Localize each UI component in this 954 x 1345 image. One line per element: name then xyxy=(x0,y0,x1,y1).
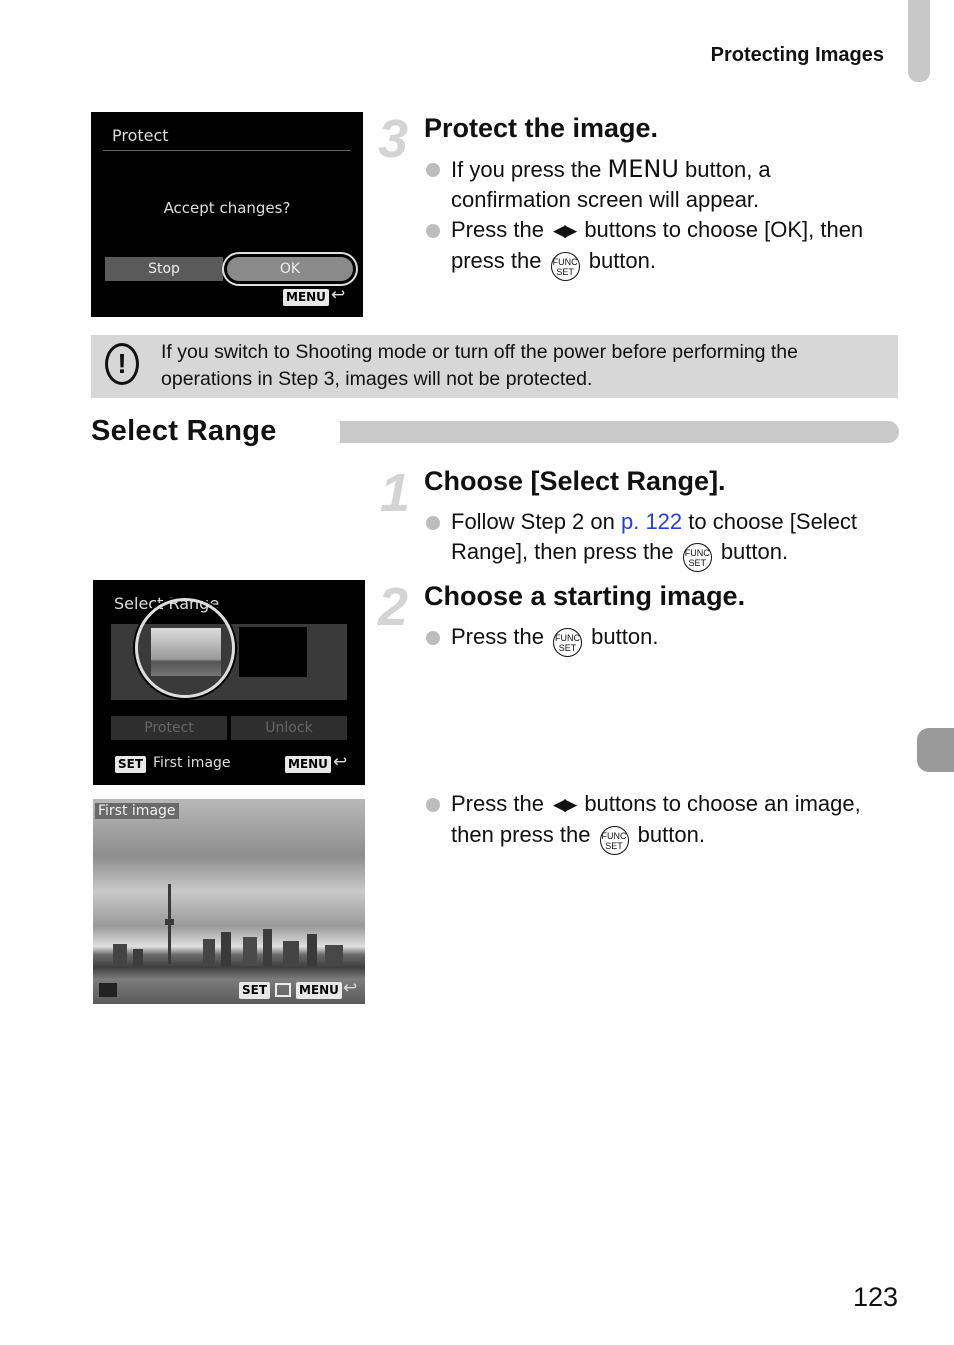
scroll-icon xyxy=(275,983,291,997)
stop-button[interactable]: Stop xyxy=(105,257,223,281)
step-title: Protect the image. xyxy=(424,113,659,143)
bullet: Press the ◀▶ buttons to choose an image, then press the FUNC SET button. xyxy=(426,789,896,855)
step-number: 2 xyxy=(378,577,409,637)
left-right-arrows-icon: ◀▶ xyxy=(553,221,576,240)
back-icon: ↩ xyxy=(333,752,348,772)
set-hint-label: First image xyxy=(153,755,231,771)
thumbnail-last-empty xyxy=(239,627,307,677)
bullet-dot xyxy=(426,798,440,812)
menu-chip: MENU xyxy=(285,756,331,773)
screen-divider xyxy=(103,150,351,151)
step-number: 3 xyxy=(378,109,409,169)
bullet: Follow Step 2 on p. 122 to choose [Select Range], then press the FUNC SET button. xyxy=(426,507,896,572)
left-right-arrows-icon: ◀▶ xyxy=(553,795,576,814)
caution-box xyxy=(91,335,898,398)
header-tab-marker xyxy=(908,0,930,82)
ok-button[interactable]: OK xyxy=(227,257,353,281)
step-number: 1 xyxy=(380,463,411,523)
bullet-dot xyxy=(426,163,440,177)
bullet-dot xyxy=(426,224,440,238)
page-number: 123 xyxy=(852,1282,898,1312)
page-link[interactable]: p. 122 xyxy=(620,509,683,534)
protect-confirm-screen xyxy=(91,112,363,317)
func-set-icon: FUNC SET xyxy=(553,628,582,657)
step-title: Choose [Select Range]. xyxy=(424,466,726,496)
func-set-icon: FUNC SET xyxy=(551,252,580,281)
select-range-screen xyxy=(93,580,365,785)
back-icon: ↩ xyxy=(331,285,346,305)
screen-title: Protect xyxy=(112,126,169,145)
bullet: Press the ◀▶ buttons to choose [OK], then press the FUNC SET button. xyxy=(426,215,896,281)
section-heading: Select Range xyxy=(91,415,277,447)
protect-option[interactable]: Protect xyxy=(111,716,227,740)
func-set-icon: FUNC SET xyxy=(683,543,712,572)
image-size-icon xyxy=(99,983,117,997)
menu-chip: MENU xyxy=(296,982,342,999)
bullet-dot xyxy=(426,516,440,530)
caution-text: If you switch to Shooting mode or turn off the power before performing the operations in Step 3, images will not be protected. xyxy=(161,341,798,390)
set-chip: SET xyxy=(239,982,270,999)
city-skyline-photo xyxy=(93,799,365,1004)
caution-icon: ! xyxy=(105,343,139,385)
unlock-option[interactable]: Unlock xyxy=(231,716,347,740)
func-set-icon: FUNC SET xyxy=(600,826,629,855)
back-icon: ↩ xyxy=(343,978,358,998)
chapter-tab-marker xyxy=(917,728,954,772)
bullet: If you press the MENU button, a confirmation screen will appear. xyxy=(426,154,896,215)
set-chip: SET xyxy=(115,756,146,773)
section-heading-bar xyxy=(340,421,899,443)
zoom-magnifier-circle xyxy=(135,598,235,698)
screen-title: Select Range xyxy=(114,594,220,613)
first-image-screen xyxy=(93,799,365,1004)
first-image-label: First image xyxy=(95,803,179,819)
running-header: Protecting Images xyxy=(710,44,884,66)
menu-button-icon: MENU xyxy=(607,155,679,183)
menu-chip: MENU xyxy=(283,289,329,306)
step-title: Choose a starting image. xyxy=(424,581,746,611)
bullet-dot xyxy=(426,631,440,645)
bullet: Press the FUNC SET button. xyxy=(426,622,896,657)
screen-question: Accept changes? xyxy=(163,199,291,217)
